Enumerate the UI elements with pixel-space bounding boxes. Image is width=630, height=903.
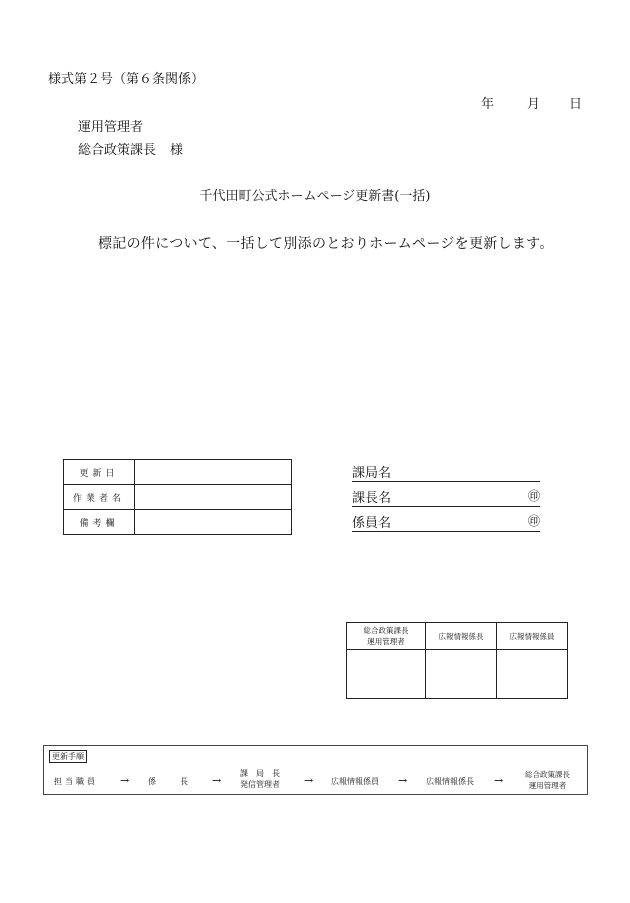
flow-step-policy-chief: [525, 769, 570, 791]
flow-step-staff: 担当職員: [54, 777, 98, 786]
table-row: [347, 650, 568, 699]
info-table: [63, 459, 292, 535]
flow-step-pr-chief: 広報情報係長: [426, 777, 474, 786]
approval-stamp-policy[interactable]: [347, 650, 426, 699]
chief-name-field[interactable]: [352, 487, 540, 507]
chief-name-label: 課長名: [352, 491, 392, 506]
document-title: 千代田町公式ホームページ更新書(一括): [199, 189, 431, 204]
approval-header-policy-line2: 運用管理者: [367, 637, 405, 646]
approval-table: [346, 622, 568, 699]
addressee-line1: 運用管理者: [78, 120, 144, 135]
update-date-label: 更新日: [64, 460, 135, 485]
staff-name-label: 係員名: [352, 516, 392, 531]
worker-name-label: 作業者名: [64, 485, 135, 510]
seal-icon: ㊞: [527, 514, 540, 528]
arrow-right-icon: →: [398, 774, 408, 787]
body-text: 標記の件について、一括して別添のとおりホームページを更新します。: [98, 236, 554, 252]
arrow-right-icon: →: [494, 774, 504, 787]
update-procedure-title: 更新手順: [49, 750, 87, 763]
flow-step-director: [240, 768, 280, 790]
remarks-field[interactable]: [135, 510, 292, 535]
table-row: [347, 623, 568, 650]
date-month-label: 月: [527, 97, 541, 112]
staff-name-field[interactable]: [352, 512, 540, 532]
arrow-right-icon: →: [304, 774, 314, 787]
form-number: 様式第２号（第６条関係）: [48, 72, 205, 87]
arrow-right-icon: →: [212, 774, 222, 787]
seal-icon: ㊞: [527, 489, 540, 503]
remarks-label: 備考欄: [64, 510, 135, 535]
flow-step-director-line2: 発信管理者: [240, 780, 280, 789]
approval-header-policy: [347, 623, 426, 650]
addressee-title: 総合政策課長: [78, 143, 157, 158]
table-row: [64, 485, 292, 510]
arrow-right-icon: →: [120, 774, 130, 787]
flow-step-pr-staff: 広報情報係員: [331, 777, 379, 786]
section-name-label: 課局名: [352, 466, 392, 481]
flow-step-chief: 係 長: [148, 777, 188, 786]
update-procedure-box: [43, 745, 588, 795]
addressee-line2: [78, 139, 183, 158]
date-day-label: 日: [569, 97, 583, 112]
approval-header-pr-staff: 広報情報係員: [497, 623, 568, 650]
approval-header-policy-line1: 総合政策課長: [363, 626, 409, 635]
flow-step-director-line1: 課 局 長: [240, 769, 280, 778]
table-row: [64, 460, 292, 485]
approval-stamp-pr-chief[interactable]: [426, 650, 497, 699]
flow-step-policy-chief-line2: 運用管理者: [528, 781, 567, 790]
section-name-field[interactable]: [352, 462, 540, 482]
update-date-field[interactable]: [135, 460, 292, 485]
date-year-label: 年: [481, 97, 495, 112]
table-row: [64, 510, 292, 535]
approval-stamp-pr-staff[interactable]: [497, 650, 568, 699]
worker-name-field[interactable]: [135, 485, 292, 510]
addressee-honorific: 様: [170, 143, 184, 158]
approval-header-pr-chief: 広報情報係長: [426, 623, 497, 650]
flow-step-policy-chief-line1: 総合政策課長: [525, 770, 570, 779]
